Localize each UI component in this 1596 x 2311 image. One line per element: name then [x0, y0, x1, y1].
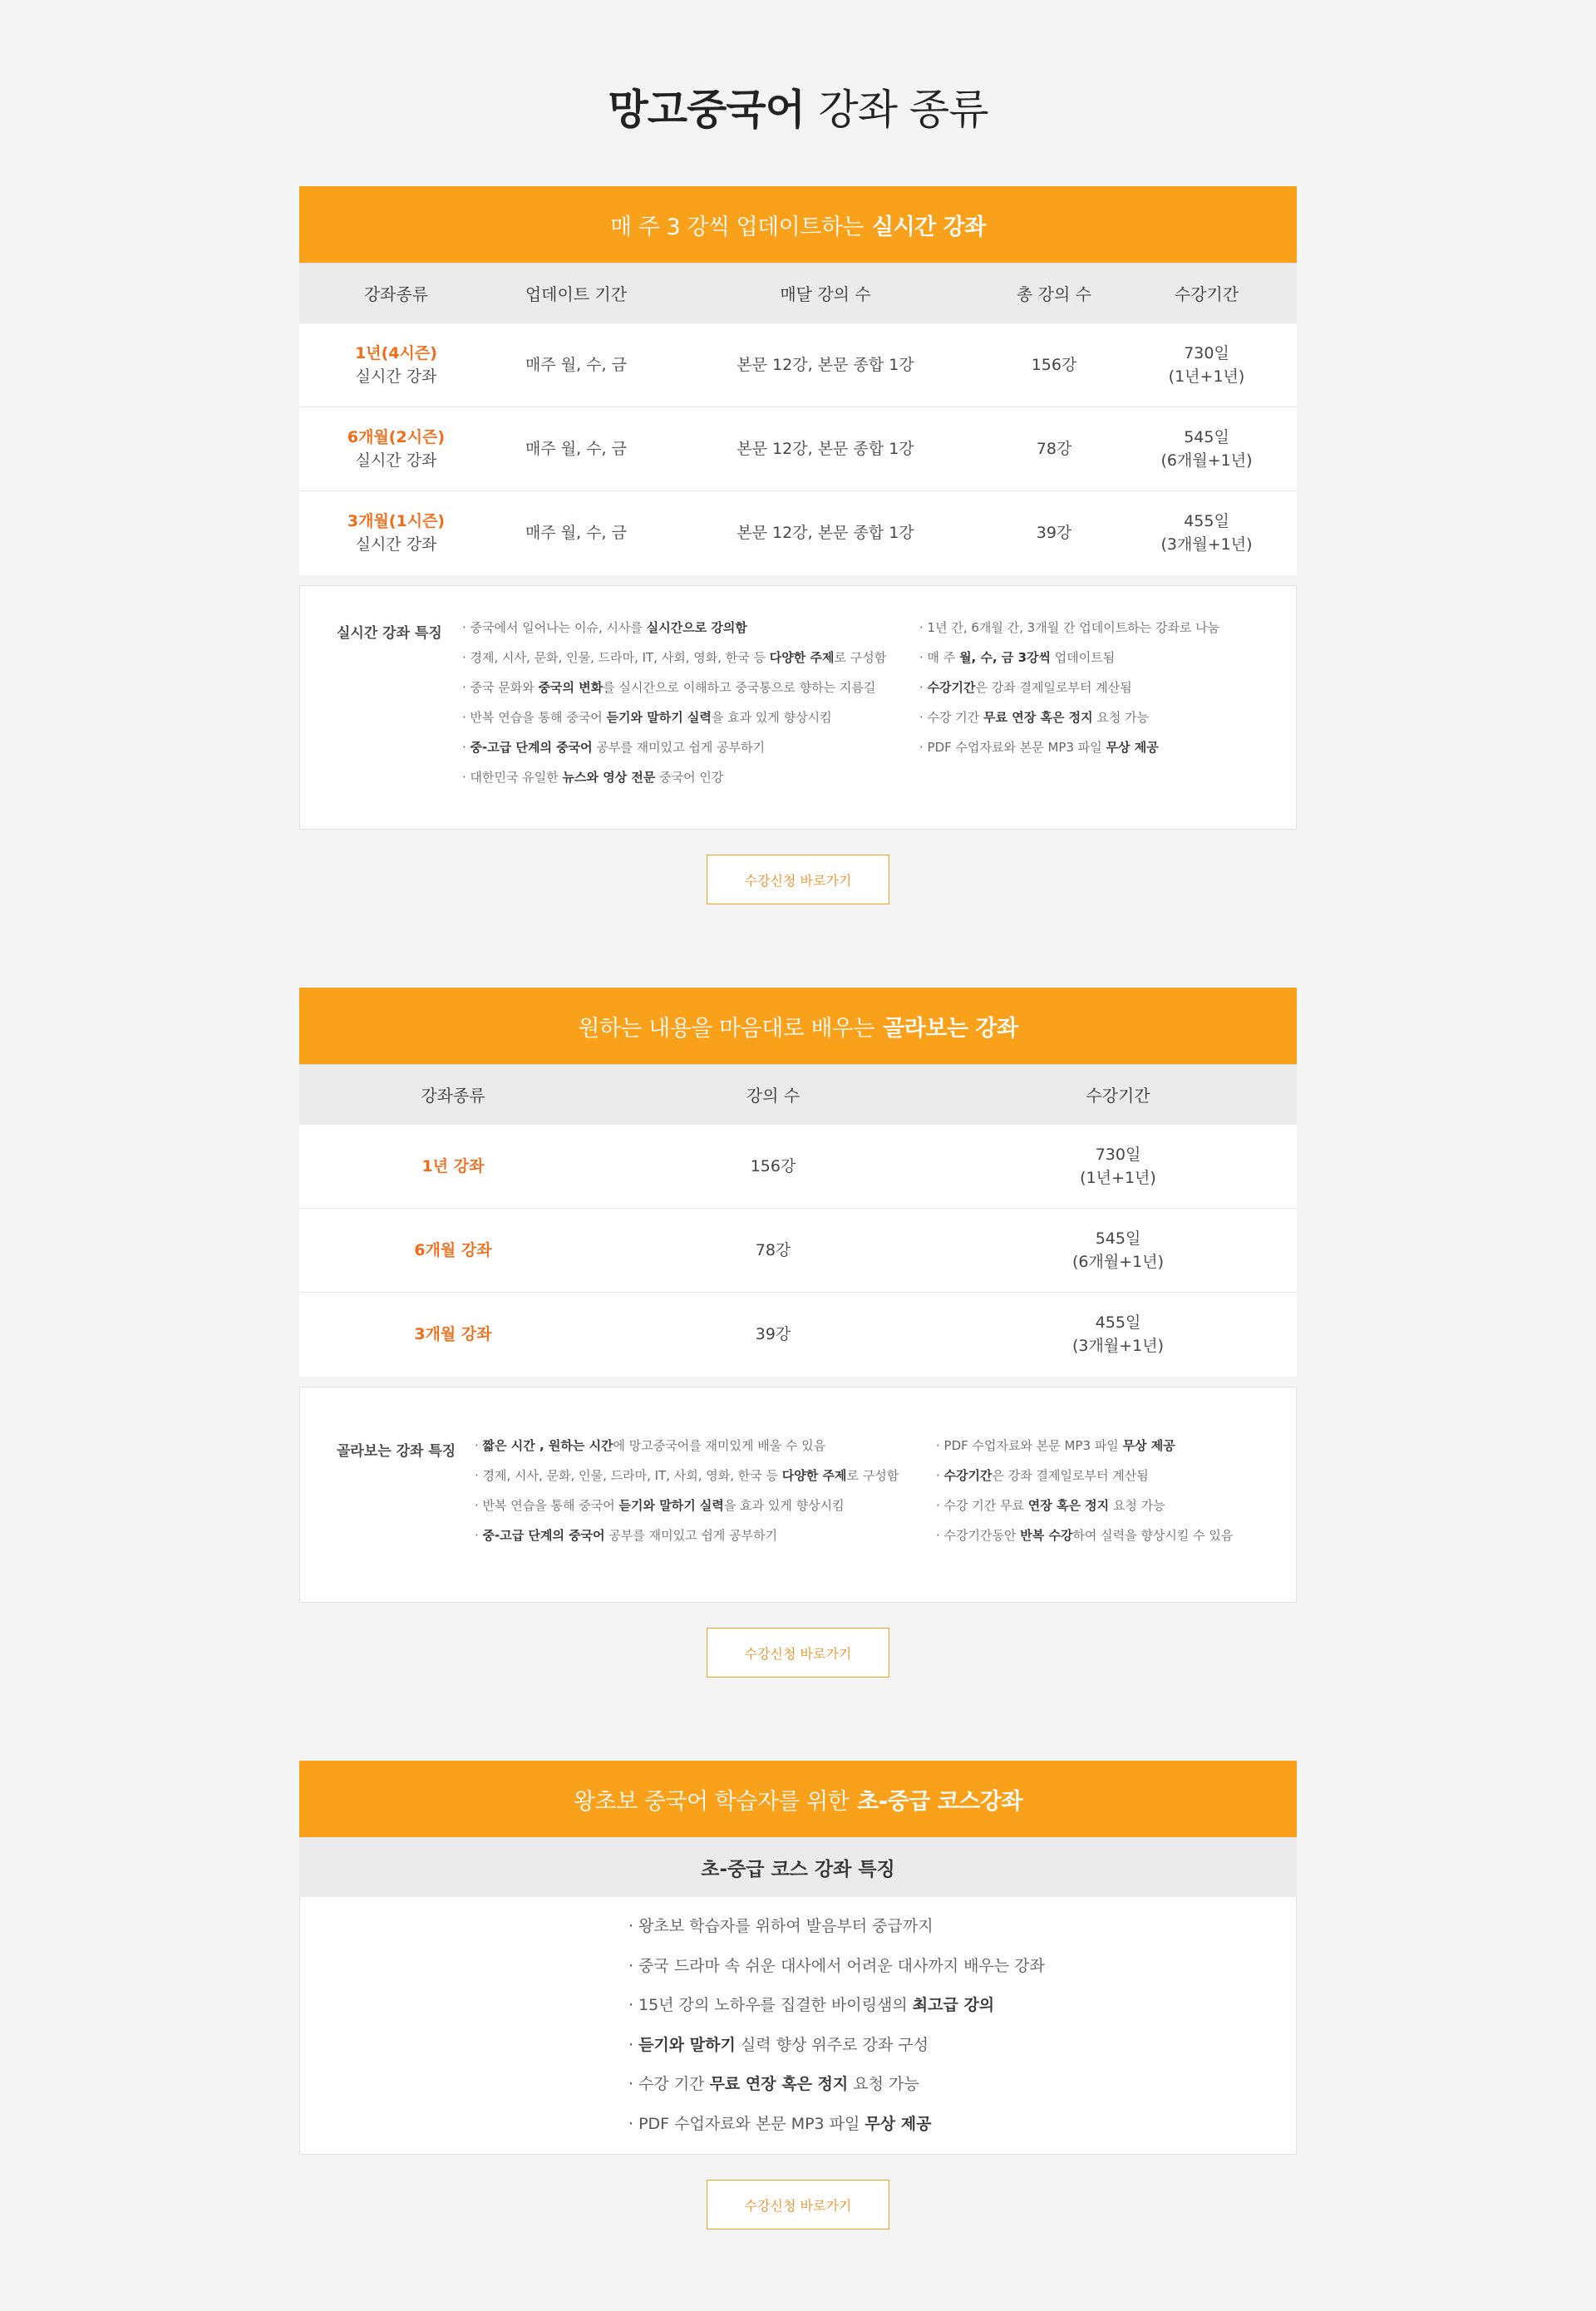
- course-type-sub: 실시간 강좌: [355, 451, 437, 470]
- feature-item: [475, 1520, 899, 1550]
- page-title: [0, 76, 1596, 136]
- feature-highlight: 짧은 시간 , 원하는 시간: [482, 1437, 613, 1453]
- column-header: 업데이트 기간: [493, 264, 659, 323]
- feature-item: [628, 2065, 1045, 2105]
- update-cell: 매주 월, 수, 금: [525, 524, 627, 543]
- feature-text: 하여 실력을 향상시킬 수 있음: [1072, 1527, 1234, 1543]
- count-cell: 156강: [607, 1125, 939, 1209]
- feature-highlight: 최고급 강의: [912, 1996, 995, 2014]
- feature-item: [475, 1431, 899, 1461]
- feature-item: [462, 762, 886, 792]
- period-sub: (1년+1년): [1080, 1168, 1156, 1187]
- feature-item: [936, 1520, 1233, 1550]
- feature-text: · 경제, 시사, 문화, 인물, 드라마, IT, 사회, 영화, 한국 등: [462, 649, 770, 665]
- course-type-label: 1년(4시즌): [355, 343, 437, 362]
- feature-text: · 수강 기간 무료: [936, 1497, 1028, 1513]
- period-sub: (1년+1년): [1168, 367, 1245, 386]
- column-header: 수강기간: [939, 1065, 1297, 1125]
- feature-text: 요청 가능: [1092, 709, 1150, 725]
- feature-text: · 중국에서 일어나는 이슈, 시사를: [462, 619, 647, 635]
- feature-text: ·: [475, 1437, 483, 1453]
- total-cell: 39강: [1036, 524, 1072, 543]
- realtime-section: [299, 186, 1297, 889]
- feature-item: [475, 1491, 899, 1520]
- feature-text: 업데이트됨: [1051, 649, 1116, 665]
- banner-prefix: 왕초보 중국어 학습자를 위한: [574, 1788, 850, 1815]
- feature-text: · PDF 수업자료와 본문 MP3 파일: [919, 739, 1106, 755]
- course-type-label: 3개월(1시즌): [347, 512, 446, 531]
- course-type-label: 1년 강좌: [421, 1156, 485, 1175]
- feature-highlight: 중국의 변화: [538, 679, 603, 695]
- course-type-label: 3개월 강좌: [414, 1325, 492, 1344]
- feature-text: 로 구성함: [846, 1467, 899, 1483]
- feature-item: [936, 1491, 1233, 1520]
- feature-text: 로 구성함: [834, 649, 887, 665]
- feature-text: · 반복 연습을 통해 중국어: [475, 1497, 619, 1513]
- feature-highlight: 다양한 주제: [781, 1467, 847, 1483]
- course-type-cell: [299, 323, 493, 407]
- column-header: 총 강의 수: [992, 264, 1116, 323]
- select-banner: [299, 988, 1297, 1064]
- feature-item: [462, 732, 886, 762]
- course-section: [299, 1761, 1297, 2214]
- feature-text: 공부를 재미있고 쉽게 공부하기: [604, 1527, 778, 1543]
- feature-text: 을 효과 있게 향상시킴: [711, 709, 832, 725]
- feature-item: [462, 613, 886, 643]
- features-list-right: [936, 1431, 1233, 1550]
- feature-text: · PDF 수업자료와 본문 MP3 파일: [628, 2114, 865, 2133]
- feature-item: [462, 643, 886, 673]
- course-type-label: 6개월 강좌: [414, 1241, 492, 1259]
- period-main: 545일: [1095, 1229, 1141, 1248]
- feature-item: [628, 1986, 1045, 2026]
- update-cell: 매주 월, 수, 금: [493, 407, 659, 491]
- feature-text: · 수강기간동안: [936, 1527, 1021, 1543]
- column-header: 강좌종류: [299, 1065, 607, 1125]
- features-list-left: [475, 1431, 899, 1550]
- total-cell: 156강: [992, 323, 1116, 407]
- feature-highlight: 연장 혹은 정지: [1027, 1497, 1110, 1513]
- count-cell: 78강: [607, 1209, 939, 1293]
- period-main: 455일: [1184, 512, 1229, 531]
- realtime-table: [299, 263, 1297, 575]
- feature-text: 요청 가능: [1109, 1497, 1165, 1513]
- period-main: 455일: [1095, 1313, 1141, 1333]
- table-header-row: [299, 264, 1297, 323]
- realtime-features: [299, 585, 1297, 830]
- feature-item: [936, 1431, 1233, 1461]
- select-table: [299, 1064, 1297, 1377]
- feature-text: · 1년 간, 6개월 간, 3개월 간 업데이트하는 강좌로 나눔: [919, 619, 1220, 635]
- feature-item: [462, 702, 886, 732]
- course-subheader: 초-중급 코스 강좌 특징: [299, 1837, 1297, 1897]
- course-features: [299, 1897, 1297, 2155]
- feature-highlight: 듣기와 말하기: [638, 2035, 736, 2054]
- column-header: 수강기간: [1116, 264, 1297, 323]
- course-type-cell: [299, 1293, 607, 1377]
- feature-text: · 대한민국 유일한: [462, 769, 563, 785]
- feature-highlight: 뉴스와 영상 전문: [562, 769, 656, 785]
- course-type-sub: 실시간 강좌: [355, 367, 437, 386]
- feature-highlight: 무료 연장 혹은 정지: [983, 709, 1093, 725]
- feature-text: · 중국 문화와: [462, 679, 539, 695]
- select-section: [299, 988, 1297, 1662]
- feature-text: · 왕초보 학습자를 위하여 발음부터 중급까지: [628, 1917, 933, 1935]
- course-type-label: 6개월(2시즌): [347, 428, 446, 446]
- feature-text: · 경제, 시사, 문화, 인물, 드라마, IT, 사회, 영화, 한국 등: [475, 1467, 782, 1483]
- course-type-cell: [299, 1125, 607, 1209]
- enroll-button[interactable]: 수강신청 바로가기: [707, 1628, 889, 1678]
- banner-bold: 골라보는 강좌: [883, 1015, 1018, 1042]
- monthly-cell: 본문 12강, 본문 종합 1강: [659, 407, 992, 491]
- feature-text: ·: [919, 679, 928, 695]
- feature-text: 요청 가능: [848, 2075, 919, 2093]
- count-cell: 39강: [755, 1325, 791, 1344]
- feature-highlight: 월, 수, 금 3강씩: [959, 649, 1052, 665]
- feature-item: [628, 1907, 1045, 1947]
- feature-text: · 수강 기간: [919, 709, 984, 725]
- feature-highlight: 무상 제공: [1106, 739, 1159, 755]
- feature-item: [462, 673, 886, 702]
- table-row: [299, 1209, 1297, 1293]
- feature-item: [919, 732, 1219, 762]
- feature-text: · 중국 드라마 속 쉬운 대사에서 어려운 대사까지 배우는 강좌: [628, 1956, 1045, 1975]
- table-row: [299, 323, 1297, 407]
- table-row: [299, 407, 1297, 491]
- feature-text: 은 강좌 결제일로부터 계산됨: [992, 1467, 1149, 1483]
- column-header: 강좌종류: [299, 264, 493, 323]
- feature-text: ·: [475, 1527, 483, 1543]
- feature-highlight: 무상 제공: [864, 2114, 932, 2133]
- table-row: [299, 1293, 1297, 1377]
- feature-text: · 매 주: [919, 649, 960, 665]
- period-sub: (3개월+1년): [1072, 1337, 1164, 1356]
- realtime-banner: [299, 186, 1297, 263]
- enroll-button[interactable]: 수강신청 바로가기: [707, 855, 889, 904]
- feature-text: 은 강좌 결제일로부터 계산됨: [975, 679, 1132, 695]
- column-header: 매달 강의 수: [659, 264, 992, 323]
- course-type-sub: 실시간 강좌: [355, 535, 437, 554]
- features-list: [628, 1907, 1045, 2144]
- feature-item: [628, 2026, 1045, 2066]
- feature-item: [919, 613, 1219, 643]
- feature-text: · 반복 연습을 통해 중국어: [462, 709, 607, 725]
- table-row: [299, 491, 1297, 575]
- feature-text: ·: [462, 739, 470, 755]
- page-title-bold: 망고중국어: [608, 86, 805, 134]
- feature-item: [628, 1947, 1045, 1987]
- feature-item: [936, 1461, 1233, 1491]
- feature-text: · 수강 기간: [628, 2075, 710, 2093]
- table-row: [299, 1125, 1297, 1209]
- feature-highlight: 실시간으로 강의함: [646, 619, 747, 635]
- feature-highlight: 중-고급 단계의 중국어: [470, 739, 593, 755]
- total-cell: 78강: [992, 407, 1116, 491]
- feature-text: · 15년 강의 노하우를 집결한 바이링샘의: [628, 1996, 913, 2014]
- period-sub: (3개월+1년): [1160, 535, 1253, 554]
- period-cell: [939, 1293, 1297, 1377]
- feature-highlight: 수강기간: [943, 1467, 993, 1483]
- feature-item: [919, 643, 1219, 673]
- period-main: 545일: [1184, 428, 1229, 446]
- feature-highlight: 무료 연장 혹은 정지: [709, 2075, 849, 2093]
- feature-item: [919, 702, 1219, 732]
- monthly-cell: 본문 12강, 본문 종합 1강: [736, 524, 914, 543]
- period-main: 730일: [1184, 343, 1229, 362]
- banner-prefix: 원하는 내용을 마음대로 배우는: [578, 1015, 875, 1042]
- course-banner: [299, 1761, 1297, 1837]
- feature-text: 을 효과 있게 향상시킴: [723, 1497, 845, 1513]
- feature-item: [628, 2105, 1045, 2145]
- period-cell: [939, 1209, 1297, 1293]
- period-sub: (6개월+1년): [1072, 1253, 1164, 1271]
- period-main: 730일: [1095, 1145, 1141, 1164]
- period-cell: [1116, 407, 1297, 491]
- feature-text: 실력 향상 위주로 강좌 구성: [735, 2035, 929, 2054]
- feature-highlight: 다양한 주제: [769, 649, 835, 665]
- feature-highlight: 듣기와 말하기 실력: [618, 1497, 724, 1513]
- feature-text: ·: [936, 1467, 944, 1483]
- period-sub: (6개월+1년): [1160, 451, 1253, 470]
- monthly-cell: 본문 12강, 본문 종합 1강: [659, 323, 992, 407]
- period-cell: [1116, 323, 1297, 407]
- feature-text: 중국어 인강: [655, 769, 724, 785]
- feature-text: 를 실시간으로 이해하고 중국통으로 향하는 지름길: [603, 679, 876, 695]
- course-type-cell: [299, 491, 493, 575]
- feature-text: 공부를 재미있고 쉽게 공부하기: [592, 739, 766, 755]
- banner-bold: 초-중급 코스강좌: [857, 1788, 1022, 1815]
- feature-highlight: 반복 수강: [1020, 1527, 1073, 1543]
- page-title-rest: 강좌 종류: [818, 86, 988, 134]
- course-type-cell: [299, 407, 493, 491]
- feature-highlight: 무상 제공: [1122, 1437, 1175, 1453]
- table-header-row: [299, 1065, 1297, 1125]
- period-cell: [1116, 491, 1297, 575]
- feature-text: 에 망고중국어를 재미있게 배울 수 있음: [613, 1437, 826, 1453]
- features-list-right: [919, 613, 1219, 762]
- feature-item: [919, 673, 1219, 702]
- period-cell: [939, 1125, 1297, 1209]
- feature-text: ·: [628, 2035, 639, 2054]
- feature-highlight: 수강기간: [927, 679, 976, 695]
- features-label: 골라보는 강좌 특징: [337, 1442, 456, 1460]
- banner-prefix: 매 주 3 강씩 업데이트하는: [610, 214, 864, 240]
- column-header: 강의 수: [607, 1065, 939, 1125]
- feature-highlight: 중-고급 단계의 중국어: [482, 1527, 605, 1543]
- select-features: [299, 1387, 1297, 1603]
- banner-bold: 실시간 강좌: [872, 214, 986, 240]
- course-type-cell: [299, 1209, 607, 1293]
- enroll-button[interactable]: 수강신청 바로가기: [707, 2180, 889, 2230]
- feature-highlight: 듣기와 말하기 실력: [606, 709, 712, 725]
- update-cell: 매주 월, 수, 금: [493, 323, 659, 407]
- features-list-left: [462, 613, 886, 792]
- features-label: 실시간 강좌 특징: [337, 624, 442, 642]
- feature-text: · PDF 수업자료와 본문 MP3 파일: [936, 1437, 1123, 1453]
- feature-item: [475, 1461, 899, 1491]
